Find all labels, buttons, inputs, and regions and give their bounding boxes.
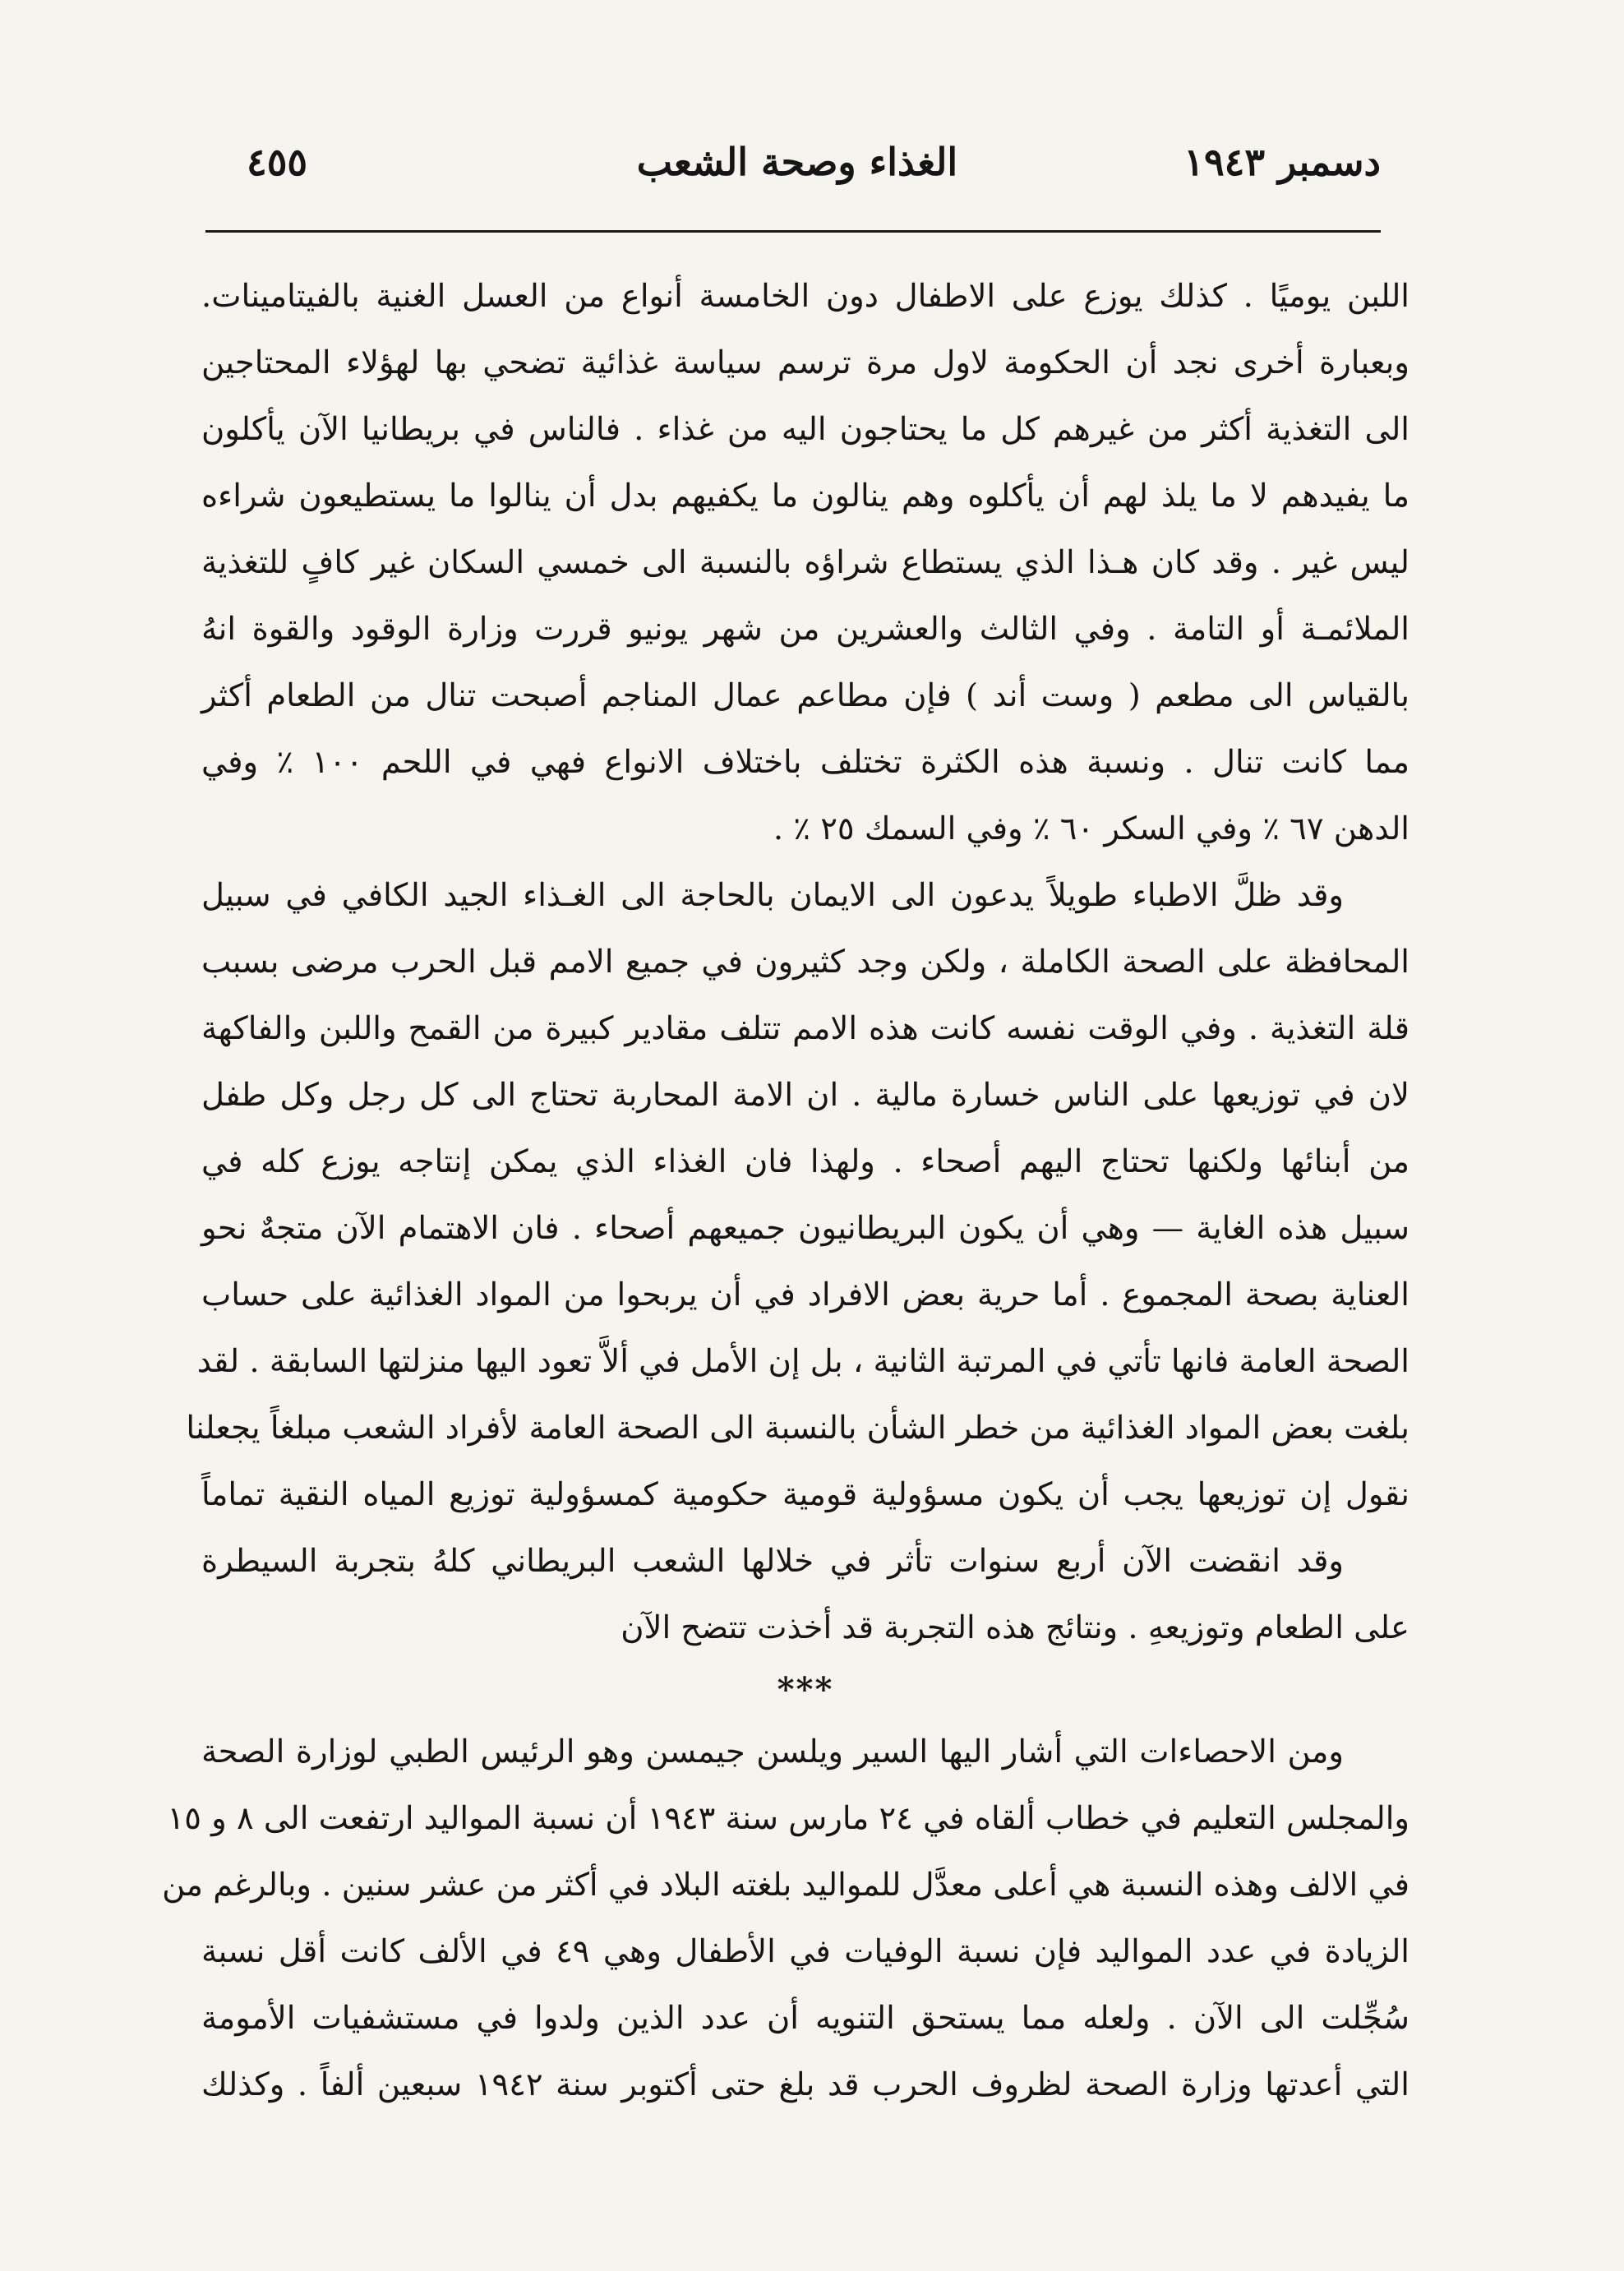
text-line: الملائمـة أو التامة . وفي الثالث والعشرين من شهر يونيو قررت وزارة الوقود والقوة انهُ	[201, 611, 1409, 648]
text-line: الى التغذية أكثر من غيرهم كل ما يحتاجون اليه من غذاء . فالناس في بريطانيا الآن يأكلون	[201, 411, 1409, 448]
text-line: وقد انقضت الآن أربع سنوات تأثر في خلالها الشعب البريطاني كلهُ بتجربة السيطرة	[201, 1543, 1344, 1580]
text-line: العناية بصحة المجموع . أما حرية بعض الافراد في أن يربحوا من المواد الغذائية على حساب	[201, 1276, 1409, 1313]
text-line: ما يفيدهم لا ما يلذ لهم أن يأكلوه وهم ينالون ما يكفيهم بدل أن ينالوا ما يستطيعون شراءه	[201, 478, 1409, 515]
header-rule	[205, 230, 1381, 233]
text-line: اللبن يوميًا . كذلك يوزع على الاطفال دون الخامسة أنواع من العسل الغنية بالفيتامينات.	[201, 278, 1409, 315]
text-line: وقد ظلَّ الاطباء طويلاً يدعون الى الايمان بالحاجة الى الغـذاء الجيد الكافي في سبيل	[201, 877, 1344, 914]
text-line: على الطعام وتوزيعهِ . ونتائج هذه التجربة قد أخذت تتضح الآن	[621, 1609, 1409, 1646]
text-line: في الالف وهذه النسبة هي أعلى معدَّل للمواليد بلغته البلاد في أكثر من عشر سنين . وبالرغم من	[162, 1867, 1409, 1904]
text-line: الزيادة في عدد المواليد فإن نسبة الوفيات في الأطفال وهي ٤٩ في الألف كانت أقل نسبة	[201, 1933, 1410, 1970]
text-line: لان في توزيعها على الناس خسارة مالية . ان الامة المحاربة تحتاج الى كل رجل وكل طفل	[201, 1077, 1409, 1114]
text-line: بلغت بعض المواد الغذائية من خطر الشأن بالنسبة الى الصحة العامة لأفراد الشعب مبلغاً يجعلنا	[186, 1410, 1409, 1447]
text-line: الدهن ٦٧ ٪ وفي السكر ٦٠ ٪ وفي السمك ٢٥ ٪ .	[773, 810, 1409, 847]
text-line: التي أعدتها وزارة الصحة لظروف الحرب قد بلغ حتى أكتوبر سنة ١٩٤٢ سبعين ألفاً . وكذلك	[201, 2066, 1409, 2103]
text-line: مما كانت تنال . ونسبة هذه الكثرة تختلف باختلاف الانواع فهي في اللحم ١٠٠ ٪ وفي	[201, 744, 1409, 781]
text-line: قلة التغذية . وفي الوقت نفسه كانت هذه الامم تتلف مقادير كبيرة من القمح واللبن والفاكهة	[201, 1010, 1409, 1047]
text-line: سُجِّلت الى الآن . ولعله مما يستحق التنويه أن عدد الذين ولدوا في مستشفيات الأمومة	[201, 2000, 1409, 2037]
text-line: الصحة العامة فانها تأتي في المرتبة الثانية ، بل إن الأمل في ألاَّ تعود اليها منزلتها السابقة . لقد	[196, 1343, 1409, 1380]
text-line: سبيل هذه الغاية — وهي أن يكون البريطانيون جميعهم أصحاء . فان الاهتمام الآن متجهٌ نحو	[201, 1210, 1409, 1247]
section-separator: ***	[777, 1670, 834, 1709]
issue-date: دسمبر ١٩٤٣	[1183, 140, 1381, 184]
text-line: نقول إن توزيعها يجب أن يكون مسؤولية قومية حكومية كمسؤولية توزيع المياه النقية تماماً	[201, 1476, 1409, 1513]
text-line: بالقياس الى مطعم ( وست أند ) فإن مطاعم عمال المناجم أصبحت تنال من الطعام أكثر	[201, 677, 1409, 714]
text-line: ليس غير . وقد كان هـذا الذي يستطاع شراؤه بالنسبة الى خمسي السكان غير كافٍ للتغذية	[201, 544, 1409, 581]
page-number: ٤٥٥	[247, 140, 308, 184]
text-line: وبعبارة أخرى نجد أن الحكومة لاول مرة ترسم سياسة غذائية تضحي بها لهؤلاء المحتاجين	[201, 344, 1409, 381]
article-body	[162, 263, 1410, 2118]
text-line: المحافظة على الصحة الكاملة ، ولكن وجد كثيرون في جميع الامم قبل الحرب مرضى بسبب	[201, 944, 1409, 981]
running-header	[214, 140, 1381, 214]
text-line: ومن الاحصاءات التي أشار اليها السير ويلسن جيمسن وهو الرئيس الطبي لوزارة الصحة	[201, 1733, 1344, 1770]
running-title: الغذاء وصحة الشعب	[636, 140, 958, 184]
text-line: والمجلس التعليم في خطاب ألقاه في ٢٤ مارس سنة ١٩٤٣ أن نسبة المواليد ارتفعت الى ٨ و ١٥	[167, 1800, 1409, 1837]
text-line: من أبنائها ولكنها تحتاج اليهم أصحاء . ولهذا فان الغذاء الذي يمكن إنتاجه يوزع كله في	[201, 1143, 1409, 1180]
